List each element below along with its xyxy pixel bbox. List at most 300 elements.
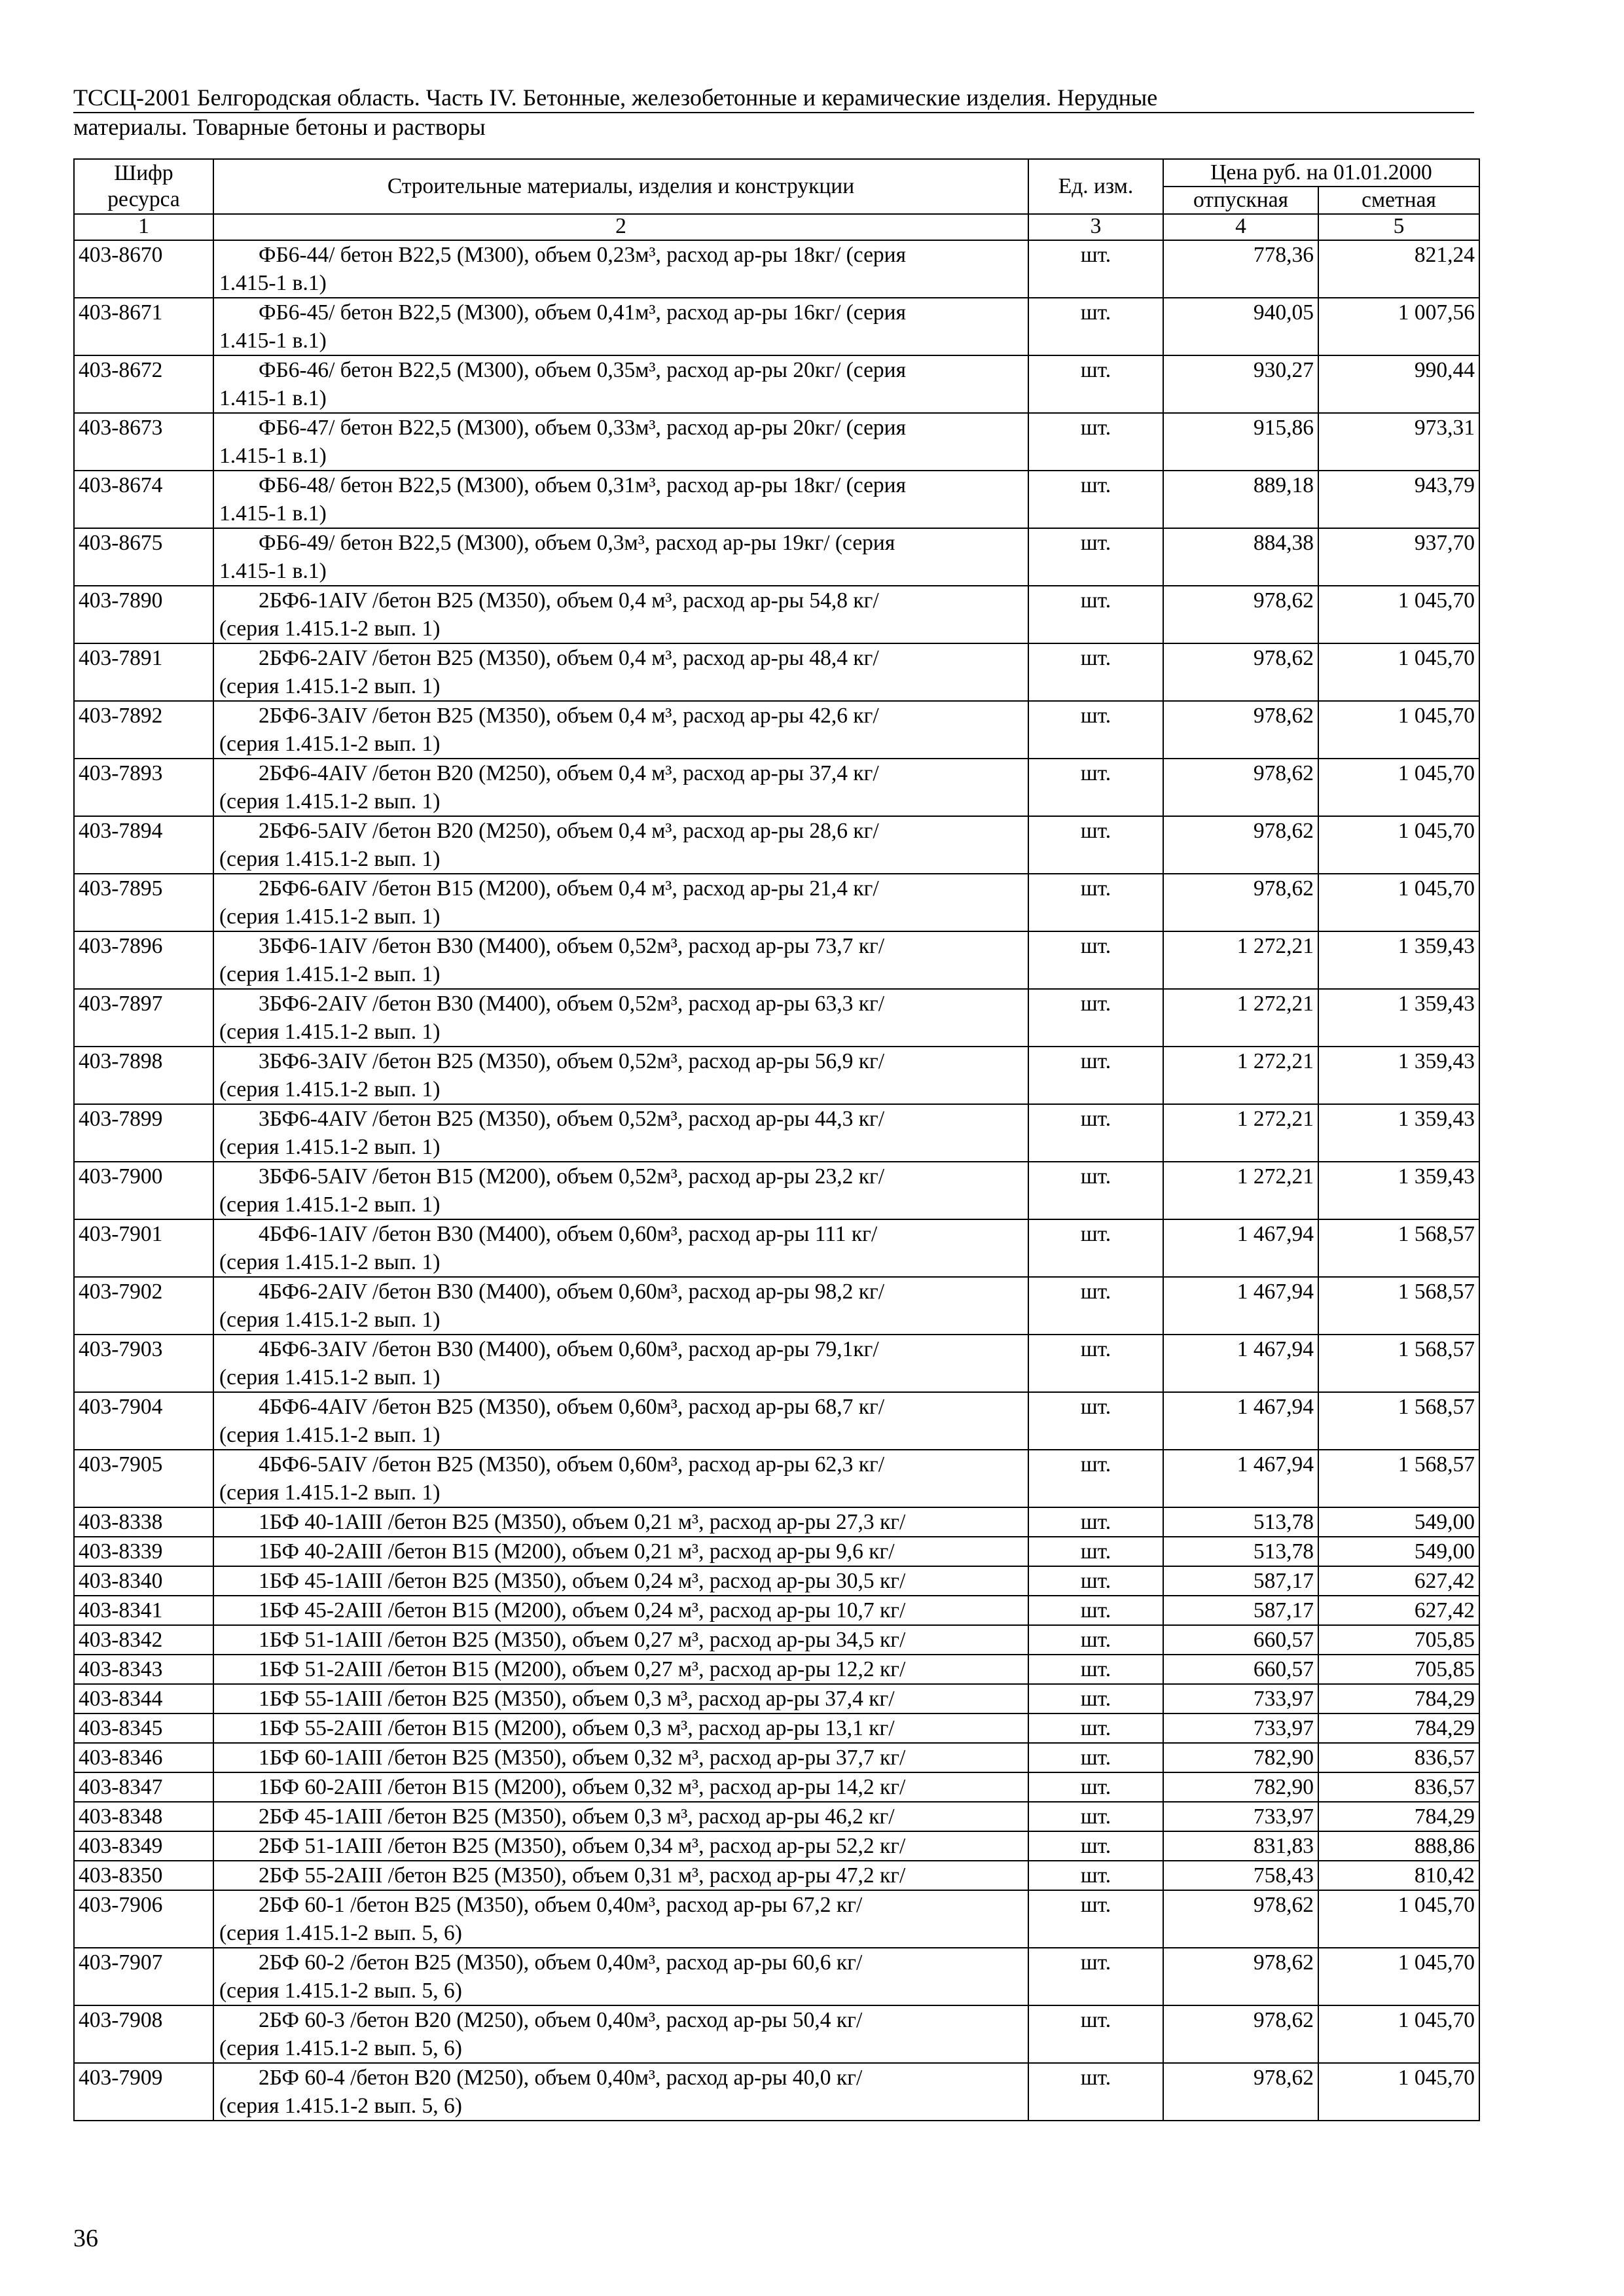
unit-cell: шт. bbox=[1028, 298, 1163, 355]
estimate-price-cell: 1 045,70 bbox=[1318, 701, 1479, 759]
resource-code-cell: 403-7902 bbox=[74, 1277, 213, 1335]
material-name-cell bbox=[213, 1537, 1028, 1566]
material-name-continuation: (серия 1.415.1-2 вып. 5, 6) bbox=[219, 1979, 462, 2003]
resource-code-cell: 403-7901 bbox=[74, 1219, 213, 1277]
material-name-line: 3БФ6-4АIV /бетон В25 (М350), объем 0,52м³, расход ар-ры 44,3 кг/ bbox=[259, 1107, 885, 1131]
material-name-cell bbox=[213, 586, 1028, 643]
table-row bbox=[74, 1277, 1479, 1335]
estimate-price-cell: 705,85 bbox=[1318, 1625, 1479, 1655]
unit-cell: шт. bbox=[1028, 1713, 1163, 1743]
material-name-continuation: (серия 1.415.1-2 вып. 1) bbox=[219, 732, 441, 756]
header-title-line2: материалы. Товарные бетоны и растворы bbox=[73, 114, 486, 140]
table-row bbox=[74, 989, 1479, 1047]
resource-code-cell: 403-8343 bbox=[74, 1655, 213, 1684]
table-row bbox=[74, 1104, 1479, 1162]
release-price-cell: 513,78 bbox=[1163, 1507, 1318, 1537]
material-name-continuation: 1.415-1 в.1) bbox=[219, 329, 327, 353]
unit-cell: шт. bbox=[1028, 1507, 1163, 1537]
unit-cell: шт. bbox=[1028, 1772, 1163, 1802]
resource-code-cell: 403-7898 bbox=[74, 1047, 213, 1104]
table-row bbox=[74, 1743, 1479, 1772]
estimate-price-cell: 1 359,43 bbox=[1318, 1104, 1479, 1162]
page-header bbox=[73, 84, 1474, 141]
material-name-cell bbox=[213, 643, 1028, 701]
resource-code-cell: 403-8345 bbox=[74, 1713, 213, 1743]
table-row bbox=[74, 1655, 1479, 1684]
table-row bbox=[74, 1713, 1479, 1743]
table-body bbox=[74, 240, 1479, 2121]
resource-code-cell: 403-7899 bbox=[74, 1104, 213, 1162]
table-row bbox=[74, 1831, 1479, 1861]
material-name-line: 2БФ 60-4 /бетон В20 (М250), объем 0,40м³, расход ар-ры 40,0 кг/ bbox=[259, 2066, 863, 2090]
material-name-line: 4БФ6-4АIV /бетон В25 (М350), объем 0,60м³, расход ар-ры 68,7 кг/ bbox=[259, 1395, 885, 1419]
unit-cell: шт. bbox=[1028, 701, 1163, 759]
material-name-line: 2БФ 60-2 /бетон В25 (М350), объем 0,40м³, расход ар-ры 60,6 кг/ bbox=[259, 1950, 863, 1975]
table-row bbox=[74, 931, 1479, 989]
material-name-line: 1БФ 45-2АIII /бетон В15 (М200), объем 0,24 м³, расход ар-ры 10,7 кг/ bbox=[259, 1598, 906, 1623]
material-name-continuation: 1.415-1 в.1) bbox=[219, 271, 327, 295]
unit-cell: шт. bbox=[1028, 1219, 1163, 1277]
resource-code-cell: 403-8340 bbox=[74, 1566, 213, 1596]
material-name-cell bbox=[213, 1713, 1028, 1743]
estimate-price-cell: 1 568,57 bbox=[1318, 1277, 1479, 1335]
estimate-price-cell: 1 359,43 bbox=[1318, 931, 1479, 989]
table-row bbox=[74, 298, 1479, 355]
page-number: 36 bbox=[73, 2225, 98, 2252]
table-row bbox=[74, 240, 1479, 298]
table-row bbox=[74, 1450, 1479, 1507]
table-row bbox=[74, 1625, 1479, 1655]
release-price-cell: 940,05 bbox=[1163, 298, 1318, 355]
release-price-cell: 733,97 bbox=[1163, 1802, 1318, 1831]
unit-cell: шт. bbox=[1028, 1625, 1163, 1655]
table-row bbox=[74, 1684, 1479, 1713]
unit-cell: шт. bbox=[1028, 240, 1163, 298]
resource-code-cell: 403-8344 bbox=[74, 1684, 213, 1713]
material-name-line: 2БФ 60-1 /бетон В25 (М350), объем 0,40м³, расход ар-ры 67,2 кг/ bbox=[259, 1893, 863, 1917]
unit-cell: шт. bbox=[1028, 931, 1163, 989]
material-name-line: 2БФ 51-1АIII /бетон В25 (М350), объем 0,34 м³, расход ар-ры 52,2 кг/ bbox=[259, 1834, 906, 1858]
material-name-cell bbox=[213, 1392, 1028, 1450]
release-price-cell: 660,57 bbox=[1163, 1625, 1318, 1655]
material-name-continuation: (серия 1.415.1-2 вып. 1) bbox=[219, 1423, 441, 1447]
material-name-line: 1БФ 45-1АIII /бетон В25 (М350), объем 0,24 м³, расход ар-ры 30,5 кг/ bbox=[259, 1569, 906, 1593]
table-row bbox=[74, 1335, 1479, 1392]
material-name-cell bbox=[213, 1047, 1028, 1104]
table-row bbox=[74, 1596, 1479, 1625]
unit-cell: шт. bbox=[1028, 643, 1163, 701]
release-price-cell: 758,43 bbox=[1163, 1861, 1318, 1890]
table-row bbox=[74, 471, 1479, 528]
header-code: Шифр ресурса bbox=[74, 159, 213, 214]
material-name-continuation: (серия 1.415.1-2 вып. 1) bbox=[219, 847, 441, 871]
unit-cell: шт. bbox=[1028, 1596, 1163, 1625]
release-price-cell: 978,62 bbox=[1163, 874, 1318, 931]
material-name-cell bbox=[213, 1335, 1028, 1392]
material-name-line: 2БФ 45-1АIII /бетон В25 (М350), объем 0,3 м³, расход ар-ры 46,2 кг/ bbox=[259, 1804, 895, 1829]
release-price-cell: 587,17 bbox=[1163, 1566, 1318, 1596]
unit-cell: шт. bbox=[1028, 1537, 1163, 1566]
resource-code-cell: 403-7900 bbox=[74, 1162, 213, 1219]
material-name-continuation: (серия 1.415.1-2 вып. 1) bbox=[219, 1135, 441, 1159]
release-price-cell: 978,62 bbox=[1163, 816, 1318, 874]
table-row bbox=[74, 1219, 1479, 1277]
estimate-price-cell: 1 045,70 bbox=[1318, 2063, 1479, 2121]
material-name-cell bbox=[213, 1861, 1028, 1890]
release-price-cell: 978,62 bbox=[1163, 701, 1318, 759]
resource-code-cell: 403-8346 bbox=[74, 1743, 213, 1772]
resource-code-cell: 403-7907 bbox=[74, 1948, 213, 2005]
material-name-line: 2БФ 55-2АIII /бетон В25 (М350), объем 0,31 м³, расход ар-ры 47,2 кг/ bbox=[259, 1863, 906, 1888]
material-name-cell bbox=[213, 298, 1028, 355]
estimate-price-cell: 1 045,70 bbox=[1318, 816, 1479, 874]
table-row bbox=[74, 1772, 1479, 1802]
resource-code-cell: 403-7895 bbox=[74, 874, 213, 931]
unit-cell: шт. bbox=[1028, 1684, 1163, 1713]
estimate-price-cell: 549,00 bbox=[1318, 1537, 1479, 1566]
resource-code-cell: 403-8675 bbox=[74, 528, 213, 586]
material-name-line: 1БФ 55-1АIII /бетон В25 (М350), объем 0,3 м³, расход ар-ры 37,4 кг/ bbox=[259, 1687, 895, 1711]
table-row bbox=[74, 701, 1479, 759]
estimate-price-cell: 937,70 bbox=[1318, 528, 1479, 586]
estimate-price-cell: 1 007,56 bbox=[1318, 298, 1479, 355]
column-number: 4 bbox=[1163, 214, 1318, 240]
unit-cell: шт. bbox=[1028, 1335, 1163, 1392]
table-row bbox=[74, 1047, 1479, 1104]
table-row bbox=[74, 874, 1479, 931]
release-price-cell: 1 467,94 bbox=[1163, 1450, 1318, 1507]
material-name-continuation: (серия 1.415.1-2 вып. 1) bbox=[219, 617, 441, 641]
unit-cell: шт. bbox=[1028, 471, 1163, 528]
release-price-cell: 1 467,94 bbox=[1163, 1277, 1318, 1335]
estimate-price-cell: 627,42 bbox=[1318, 1596, 1479, 1625]
release-price-cell: 733,97 bbox=[1163, 1713, 1318, 1743]
unit-cell: шт. bbox=[1028, 586, 1163, 643]
resource-code-cell: 403-8347 bbox=[74, 1772, 213, 1802]
release-price-cell: 978,62 bbox=[1163, 1948, 1318, 2005]
material-name-cell bbox=[213, 1450, 1028, 1507]
estimate-price-cell: 1 045,70 bbox=[1318, 874, 1479, 931]
estimate-price-cell: 1 568,57 bbox=[1318, 1392, 1479, 1450]
release-price-cell: 978,62 bbox=[1163, 2005, 1318, 2063]
release-price-cell: 513,78 bbox=[1163, 1537, 1318, 1566]
table-row bbox=[74, 643, 1479, 701]
material-name-line: 2БФ 60-3 /бетон В20 (М250), объем 0,40м³, расход ар-ры 50,4 кг/ bbox=[259, 2008, 863, 2032]
material-name-line: ФБ6-48/ бетон В22,5 (М300), объем 0,31м³, расход ар-ры 18кг/ (серия bbox=[259, 473, 907, 497]
unit-cell: шт. bbox=[1028, 1162, 1163, 1219]
material-name-line: 2БФ6-6АIV /бетон В15 (М200), объем 0,4 м³, расход ар-ры 21,4 кг/ bbox=[259, 876, 879, 901]
material-name-continuation: (серия 1.415.1-2 вып. 1) bbox=[219, 962, 441, 986]
table-row bbox=[74, 1861, 1479, 1890]
material-name-line: 3БФ6-2АIV /бетон В30 (М400), объем 0,52м³, расход ар-ры 63,3 кг/ bbox=[259, 992, 885, 1016]
release-price-cell: 831,83 bbox=[1163, 1831, 1318, 1861]
material-name-cell bbox=[213, 2005, 1028, 2063]
release-price-cell: 1 272,21 bbox=[1163, 1162, 1318, 1219]
header-release-price: отпускная bbox=[1163, 187, 1318, 214]
estimate-price-cell: 973,31 bbox=[1318, 413, 1479, 471]
material-name-cell bbox=[213, 816, 1028, 874]
release-price-cell: 978,62 bbox=[1163, 586, 1318, 643]
material-name-line: 3БФ6-1АIV /бетон В30 (М400), объем 0,52м³, расход ар-ры 73,7 кг/ bbox=[259, 934, 885, 958]
material-name-continuation: (серия 1.415.1-2 вып. 5, 6) bbox=[219, 2094, 462, 2118]
estimate-price-cell: 1 568,57 bbox=[1318, 1450, 1479, 1507]
resource-code-cell: 403-7897 bbox=[74, 989, 213, 1047]
unit-cell: шт. bbox=[1028, 1861, 1163, 1890]
unit-cell: шт. bbox=[1028, 1277, 1163, 1335]
material-name-cell bbox=[213, 1277, 1028, 1335]
unit-cell: шт. bbox=[1028, 1831, 1163, 1861]
material-name-line: 1БФ 51-1АIII /бетон В25 (М350), объем 0,27 м³, расход ар-ры 34,5 кг/ bbox=[259, 1628, 906, 1652]
material-name-line: 2БФ6-5АIV /бетон В20 (М250), объем 0,4 м³, расход ар-ры 28,6 кг/ bbox=[259, 819, 879, 843]
release-price-cell: 587,17 bbox=[1163, 1596, 1318, 1625]
material-name-cell bbox=[213, 1104, 1028, 1162]
resource-code-cell: 403-7908 bbox=[74, 2005, 213, 2063]
release-price-cell: 1 467,94 bbox=[1163, 1335, 1318, 1392]
table-row bbox=[74, 816, 1479, 874]
estimate-price-cell: 821,24 bbox=[1318, 240, 1479, 298]
estimate-price-cell: 1 359,43 bbox=[1318, 1047, 1479, 1104]
estimate-price-cell: 549,00 bbox=[1318, 1507, 1479, 1537]
material-name-continuation: (серия 1.415.1-2 вып. 1) bbox=[219, 1193, 441, 1217]
header-estimate-price: сметная bbox=[1318, 187, 1479, 214]
resource-code-cell: 403-7909 bbox=[74, 2063, 213, 2121]
release-price-cell: 978,62 bbox=[1163, 759, 1318, 816]
resource-code-cell: 403-7906 bbox=[74, 1890, 213, 1948]
resource-code-cell: 403-8674 bbox=[74, 471, 213, 528]
unit-cell: шт. bbox=[1028, 1566, 1163, 1596]
material-name-cell bbox=[213, 989, 1028, 1047]
release-price-cell: 978,62 bbox=[1163, 1890, 1318, 1948]
material-name-continuation: 1.415-1 в.1) bbox=[219, 386, 327, 410]
estimate-price-cell: 784,29 bbox=[1318, 1684, 1479, 1713]
material-name-line: ФБ6-49/ бетон В22,5 (М300), объем 0,3м³, расход ар-ры 19кг/ (серия bbox=[259, 531, 895, 555]
estimate-price-cell: 1 045,70 bbox=[1318, 643, 1479, 701]
material-name-line: 4БФ6-1АIV /бетон В30 (М400), объем 0,60м³, расход ар-ры 111 кг/ bbox=[259, 1222, 878, 1246]
material-name-cell bbox=[213, 2063, 1028, 2121]
table-row bbox=[74, 2005, 1479, 2063]
header-title-line1: ТССЦ-2001 Белгородская область. Часть IV. Бетонные, железобетонные и керамические изделия. Нерудные bbox=[73, 84, 1474, 113]
unit-cell: шт. bbox=[1028, 1104, 1163, 1162]
material-name-continuation: (серия 1.415.1-2 вып. 1) bbox=[219, 1365, 441, 1390]
table-row bbox=[74, 2063, 1479, 2121]
material-name-line: ФБ6-44/ бетон В22,5 (М300), объем 0,23м³, расход ар-ры 18кг/ (серия bbox=[259, 243, 907, 267]
release-price-cell: 884,38 bbox=[1163, 528, 1318, 586]
material-name-line: 1БФ 55-2АIII /бетон В15 (М200), объем 0,3 м³, расход ар-ры 13,1 кг/ bbox=[259, 1716, 895, 1740]
estimate-price-cell: 1 568,57 bbox=[1318, 1219, 1479, 1277]
release-price-cell: 1 272,21 bbox=[1163, 1104, 1318, 1162]
unit-cell: шт. bbox=[1028, 413, 1163, 471]
unit-cell: шт. bbox=[1028, 989, 1163, 1047]
material-name-cell bbox=[213, 1802, 1028, 1831]
material-name-continuation: 1.415-1 в.1) bbox=[219, 444, 327, 468]
resource-code-cell: 403-8338 bbox=[74, 1507, 213, 1537]
material-name-line: 2БФ6-3АIV /бетон В25 (М350), объем 0,4 м³, расход ар-ры 42,6 кг/ bbox=[259, 704, 879, 728]
release-price-cell: 978,62 bbox=[1163, 2063, 1318, 2121]
unit-cell: шт. bbox=[1028, 1948, 1163, 2005]
release-price-cell: 978,62 bbox=[1163, 643, 1318, 701]
table-row bbox=[74, 355, 1479, 413]
material-name-line: 1БФ 40-1АIII /бетон В25 (М350), объем 0,21 м³, расход ар-ры 27,3 кг/ bbox=[259, 1510, 906, 1534]
column-number: 1 bbox=[74, 214, 213, 240]
resource-code-cell: 403-8349 bbox=[74, 1831, 213, 1861]
material-name-cell bbox=[213, 1219, 1028, 1277]
unit-cell: шт. bbox=[1028, 874, 1163, 931]
material-name-cell bbox=[213, 759, 1028, 816]
unit-cell: шт. bbox=[1028, 1392, 1163, 1450]
release-price-cell: 782,90 bbox=[1163, 1772, 1318, 1802]
unit-cell: шт. bbox=[1028, 2063, 1163, 2121]
resource-code-cell: 403-7904 bbox=[74, 1392, 213, 1450]
estimate-price-cell: 836,57 bbox=[1318, 1772, 1479, 1802]
release-price-cell: 733,97 bbox=[1163, 1684, 1318, 1713]
material-name-line: 1БФ 51-2АIII /бетон В15 (М200), объем 0,27 м³, расход ар-ры 12,2 кг/ bbox=[259, 1657, 906, 1681]
table-row bbox=[74, 1890, 1479, 1948]
resource-code-cell: 403-8350 bbox=[74, 1861, 213, 1890]
material-name-cell bbox=[213, 1948, 1028, 2005]
material-name-cell bbox=[213, 1625, 1028, 1655]
material-name-cell bbox=[213, 1596, 1028, 1625]
material-name-line: 2БФ6-4АIV /бетон В20 (М250), объем 0,4 м³, расход ар-ры 37,4 кг/ bbox=[259, 761, 879, 785]
material-name-cell bbox=[213, 1743, 1028, 1772]
unit-cell: шт. bbox=[1028, 528, 1163, 586]
estimate-price-cell: 943,79 bbox=[1318, 471, 1479, 528]
resource-code-cell: 403-8672 bbox=[74, 355, 213, 413]
column-number: 5 bbox=[1318, 214, 1479, 240]
material-name-line: 3БФ6-5АIV /бетон В15 (М200), объем 0,52м³, расход ар-ры 23,2 кг/ bbox=[259, 1164, 885, 1189]
material-name-line: ФБ6-46/ бетон В22,5 (М300), объем 0,35м³, расход ар-ры 20кг/ (серия bbox=[259, 358, 907, 382]
table-row bbox=[74, 1507, 1479, 1537]
header-name: Строительные материалы, изделия и конструкции bbox=[213, 159, 1028, 214]
table-row bbox=[74, 1392, 1479, 1450]
material-name-continuation: (серия 1.415.1-2 вып. 1) bbox=[219, 1020, 441, 1044]
release-price-cell: 778,36 bbox=[1163, 240, 1318, 298]
unit-cell: шт. bbox=[1028, 1047, 1163, 1104]
material-name-line: 3БФ6-3АIV /бетон В25 (М350), объем 0,52м³, расход ар-ры 56,9 кг/ bbox=[259, 1049, 885, 1073]
material-name-line: 1БФ 40-2АIII /бетон В15 (М200), объем 0,21 м³, расход ар-ры 9,6 кг/ bbox=[259, 1539, 895, 1564]
table-row bbox=[74, 1537, 1479, 1566]
material-name-continuation: (серия 1.415.1-2 вып. 1) bbox=[219, 1480, 441, 1505]
unit-cell: шт. bbox=[1028, 2005, 1163, 2063]
release-price-cell: 1 272,21 bbox=[1163, 1047, 1318, 1104]
estimate-price-cell: 705,85 bbox=[1318, 1655, 1479, 1684]
material-name-line: 2БФ6-1АIV /бетон В25 (М350), объем 0,4 м³, расход ар-ры 54,8 кг/ bbox=[259, 588, 879, 613]
material-name-cell bbox=[213, 413, 1028, 471]
material-name-cell bbox=[213, 931, 1028, 989]
material-name-line: 1БФ 60-1АIII /бетон В25 (М350), объем 0,32 м³, расход ар-ры 37,7 кг/ bbox=[259, 1746, 906, 1770]
material-name-cell bbox=[213, 1772, 1028, 1802]
resource-code-cell: 403-7892 bbox=[74, 701, 213, 759]
price-table bbox=[73, 158, 1480, 2121]
unit-cell: шт. bbox=[1028, 355, 1163, 413]
table-row bbox=[74, 586, 1479, 643]
material-name-line: ФБ6-45/ бетон В22,5 (М300), объем 0,41м³, расход ар-ры 16кг/ (серия bbox=[259, 300, 907, 325]
resource-code-cell: 403-8339 bbox=[74, 1537, 213, 1566]
resource-code-cell: 403-7890 bbox=[74, 586, 213, 643]
column-number-row bbox=[74, 214, 1479, 240]
column-number: 2 bbox=[213, 214, 1028, 240]
header-price-group: Цена руб. на 01.01.2000 bbox=[1163, 159, 1479, 187]
resource-code-cell: 403-7894 bbox=[74, 816, 213, 874]
estimate-price-cell: 627,42 bbox=[1318, 1566, 1479, 1596]
estimate-price-cell: 1 045,70 bbox=[1318, 759, 1479, 816]
material-name-cell bbox=[213, 1162, 1028, 1219]
material-name-cell bbox=[213, 1890, 1028, 1948]
material-name-cell bbox=[213, 528, 1028, 586]
estimate-price-cell: 836,57 bbox=[1318, 1743, 1479, 1772]
estimate-price-cell: 1 568,57 bbox=[1318, 1335, 1479, 1392]
table-row bbox=[74, 528, 1479, 586]
material-name-cell bbox=[213, 1566, 1028, 1596]
material-name-continuation: (серия 1.415.1-2 вып. 5, 6) bbox=[219, 2036, 462, 2060]
resource-code-cell: 403-8670 bbox=[74, 240, 213, 298]
material-name-line: 4БФ6-2АIV /бетон В30 (М400), объем 0,60м³, расход ар-ры 98,2 кг/ bbox=[259, 1280, 885, 1304]
material-name-cell bbox=[213, 1684, 1028, 1713]
release-price-cell: 889,18 bbox=[1163, 471, 1318, 528]
unit-cell: шт. bbox=[1028, 759, 1163, 816]
material-name-cell bbox=[213, 355, 1028, 413]
estimate-price-cell: 1 359,43 bbox=[1318, 1162, 1479, 1219]
resource-code-cell: 403-8342 bbox=[74, 1625, 213, 1655]
release-price-cell: 1 272,21 bbox=[1163, 989, 1318, 1047]
table-row bbox=[74, 1566, 1479, 1596]
table-row bbox=[74, 413, 1479, 471]
unit-cell: шт. bbox=[1028, 1655, 1163, 1684]
release-price-cell: 660,57 bbox=[1163, 1655, 1318, 1684]
material-name-cell bbox=[213, 471, 1028, 528]
release-price-cell: 915,86 bbox=[1163, 413, 1318, 471]
estimate-price-cell: 810,42 bbox=[1318, 1861, 1479, 1890]
table-row bbox=[74, 1802, 1479, 1831]
estimate-price-cell: 1 045,70 bbox=[1318, 1948, 1479, 2005]
unit-cell: шт. bbox=[1028, 1743, 1163, 1772]
release-price-cell: 1 272,21 bbox=[1163, 931, 1318, 989]
resource-code-cell: 403-8673 bbox=[74, 413, 213, 471]
material-name-continuation: 1.415-1 в.1) bbox=[219, 559, 327, 583]
material-name-line: 1БФ 60-2АIII /бетон В15 (М200), объем 0,32 м³, расход ар-ры 14,2 кг/ bbox=[259, 1775, 906, 1799]
resource-code-cell: 403-7891 bbox=[74, 643, 213, 701]
table-row bbox=[74, 1162, 1479, 1219]
table-row bbox=[74, 759, 1479, 816]
release-price-cell: 782,90 bbox=[1163, 1743, 1318, 1772]
material-name-line: ФБ6-47/ бетон В22,5 (М300), объем 0,33м³, расход ар-ры 20кг/ (серия bbox=[259, 416, 907, 440]
release-price-cell: 1 467,94 bbox=[1163, 1219, 1318, 1277]
material-name-continuation: (серия 1.415.1-2 вып. 1) bbox=[219, 1250, 441, 1274]
release-price-cell: 930,27 bbox=[1163, 355, 1318, 413]
resource-code-cell: 403-8341 bbox=[74, 1596, 213, 1625]
estimate-price-cell: 888,86 bbox=[1318, 1831, 1479, 1861]
estimate-price-cell: 990,44 bbox=[1318, 355, 1479, 413]
estimate-price-cell: 1 359,43 bbox=[1318, 989, 1479, 1047]
unit-cell: шт. bbox=[1028, 1450, 1163, 1507]
material-name-line: 4БФ6-5АIV /бетон В25 (М350), объем 0,60м³, расход ар-ры 62,3 кг/ bbox=[259, 1452, 885, 1477]
material-name-line: 4БФ6-3АIV /бетон В30 (М400), объем 0,60м³, расход ар-ры 79,1кг/ bbox=[259, 1337, 879, 1361]
material-name-continuation: (серия 1.415.1-2 вып. 5, 6) bbox=[219, 1921, 462, 1945]
material-name-continuation: (серия 1.415.1-2 вып. 1) bbox=[219, 1308, 441, 1332]
resource-code-cell: 403-8671 bbox=[74, 298, 213, 355]
estimate-price-cell: 784,29 bbox=[1318, 1802, 1479, 1831]
material-name-line: 2БФ6-2АIV /бетон В25 (М350), объем 0,4 м³, расход ар-ры 48,4 кг/ bbox=[259, 646, 879, 670]
resource-code-cell: 403-7896 bbox=[74, 931, 213, 989]
column-number: 3 bbox=[1028, 214, 1163, 240]
estimate-price-cell: 1 045,70 bbox=[1318, 2005, 1479, 2063]
release-price-cell: 1 467,94 bbox=[1163, 1392, 1318, 1450]
material-name-cell bbox=[213, 240, 1028, 298]
estimate-price-cell: 1 045,70 bbox=[1318, 586, 1479, 643]
material-name-continuation: (серия 1.415.1-2 вып. 1) bbox=[219, 905, 441, 929]
material-name-continuation: (серия 1.415.1-2 вып. 1) bbox=[219, 674, 441, 698]
material-name-cell bbox=[213, 1507, 1028, 1537]
header-unit: Ед. изм. bbox=[1028, 159, 1163, 214]
